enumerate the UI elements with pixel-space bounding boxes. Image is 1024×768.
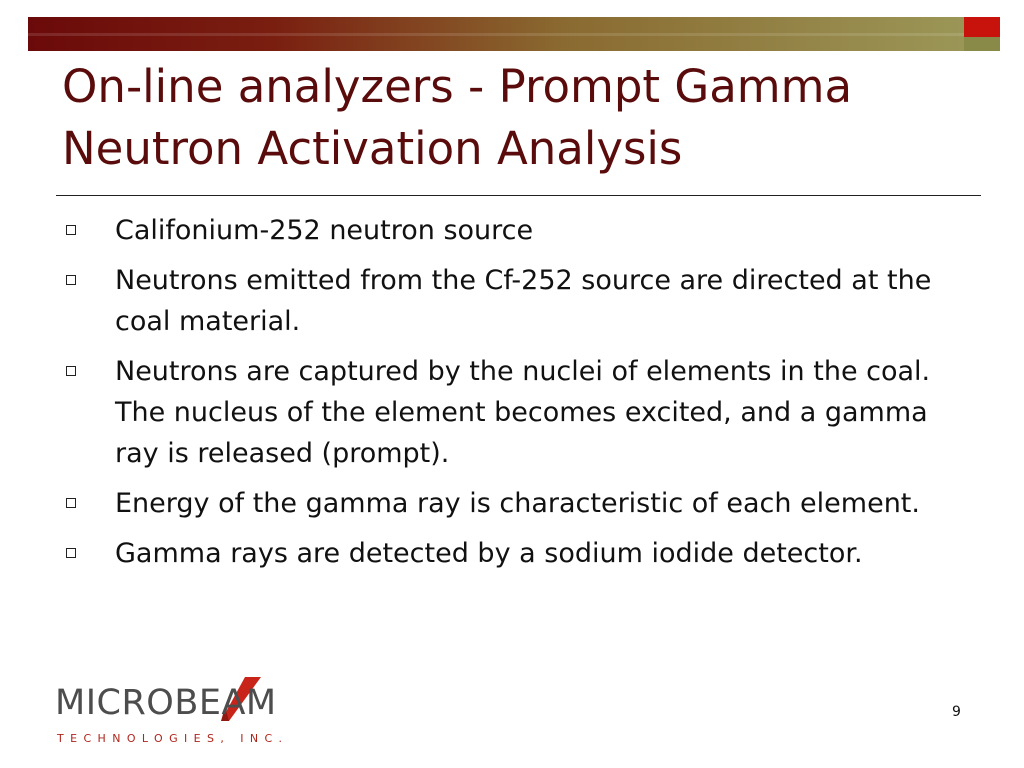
bullet-text: Neutrons are captured by the nuclei of elements in the coal. The nucleus of the element becomes excited, and a gamma ray is released (prompt). [115,356,931,469]
bullet-text: Gamma rays are detected by a sodium iodide detector. [115,538,863,569]
bullet-item [0,533,975,574]
bullet-item [0,483,975,524]
bullet-text: Califonium-252 neutron source [115,215,534,246]
bullet-item [0,351,975,474]
logo-wordmark: MICROBEAM [55,683,277,723]
bullet-item [0,210,975,251]
logo-subtitle: TECHNOLOGIES, INC. [57,732,289,745]
bullet-list [0,210,1000,583]
slide-title-line-2: Neutron Activation Analysis [62,122,683,175]
header-bar-stripe [28,33,1000,36]
bullet-item [0,260,975,342]
hollow-square-bullet-icon [66,225,76,235]
hollow-square-bullet-icon [66,275,76,285]
hollow-square-bullet-icon [66,498,76,508]
company-logo [55,683,295,753]
bullet-text: Neutrons emitted from the Cf-252 source are directed at the coal material. [115,265,932,337]
title-divider [56,195,981,196]
slide-title-line-1: On-line analyzers - Prompt Gamma [62,60,853,113]
hollow-square-bullet-icon [66,548,76,558]
header-accent-block-lower [964,37,1000,51]
bullet-text: Energy of the gamma ray is characteristic of each element. [115,488,920,519]
hollow-square-bullet-icon [66,366,76,376]
header-accent-block [964,17,1000,37]
slide-title [62,56,982,180]
header-decorative-bar [28,17,1000,51]
slide-page-number: 9 [952,704,961,720]
